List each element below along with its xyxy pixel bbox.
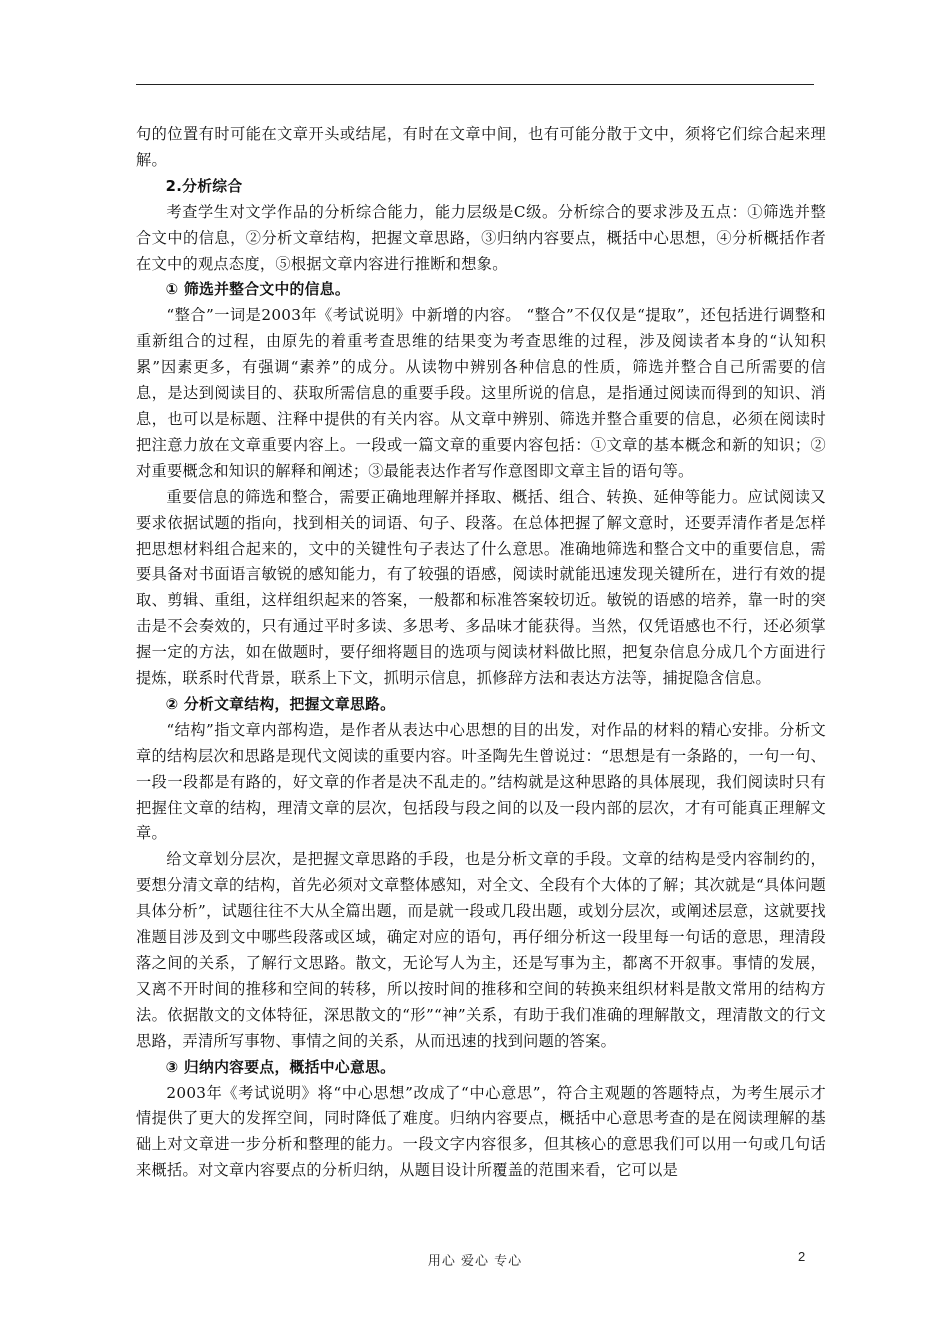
- footer-text: 用心 爱心 专心: [427, 1254, 523, 1269]
- paragraph: 2003年《考试说明》将“中心思想”改成了“中心意思”，符合主观题的答题特点，为考生展示才情提供了更大的发挥空间，同时降低了难度。归纳内容要点，概括中心意思考查的是在阅读理解的基础上对文章进一步分析和整理的能力。一段文字内容很多，但其核心的意思我们可以用一句或几句话来概括。对文章内容要点的分析归纳，从题目设计所覆盖的范围来看，它可以是: [136, 1083, 826, 1180]
- page-number: 2: [798, 1249, 806, 1264]
- paragraph: 考查学生对文学作品的分析综合能力，能力层级是C级。分析综合的要求涉及五点：①筛选并整合文中的信息，②分析文章结构，把握文章思路，③归纳内容要点，概括中心思想，④分析概括作者在文中的观点态度，⑤根据文章内容进行推断和想象。: [136, 202, 826, 273]
- subsection-heading: ① 筛选并整合文中的信息。: [165, 281, 350, 299]
- section-heading: 2.分析综合: [165, 177, 243, 195]
- paragraph: 句的位置有时可能在文章开头或结尾，有时在文章中间，也有可能分散于文中，须将它们综合起来理解。: [136, 125, 826, 169]
- paragraph: 给文章划分层次，是把握文章思路的手段，也是分析文章的手段。文章的结构是受内容制约的，要想分清文章的结构，首先必须对文章整体感知，对全文、全段有个大体的了解；其次就是“具体问题具体分析”，试题往往不大从全篇出题，而是就一段或几段出题，或划分层次，或阐述层意，这就要找准题目涉及到文中哪些段落或区域，确定对应的语句，再仔细分析这一段里每一句话的意思，理清段落之间的关系，了解行文思路。散文，无论写人为主，还是写事为主，都离不开叙事。事情的发展，又离不开时间的推移和空间的转移，所以按时间的推移和空间的转换来组织材料是散文常用的结构方法。依据散文的文体特征，深思散文的“形”“神”关系，有助于我们准确的理解散文，理清散文的行文思路，弄清所写事物、事情之间的关系，从而迅速的找到问题的答案。: [136, 850, 826, 1050]
- document-body: [136, 122, 826, 1184]
- paragraph: “结构”指文章内部构造，是作者从表达中心思想的目的出发，对作品的材料的精心安排。分析文章的结构层次和思路是现代文阅读的重要内容。叶圣陶先生曾说过：“思想是有一条路的，一句一句、一段一段都是有路的，好文章的作者是决不乱走的。”结构就是这种思路的具体展现，我们阅读时只有把握住文章的结构，理清文章的层次，包括段与段之间的以及一段内部的层次，才有可能真正理解文章。: [136, 720, 826, 843]
- header-rule: [136, 84, 814, 85]
- subsection-heading: ③ 归纳内容要点，概括中心意思。: [165, 1058, 396, 1076]
- subsection-heading: ② 分析文章结构，把握文章思路。: [165, 695, 396, 713]
- paragraph: “整合”一词是2003年《考试说明》中新增的内容。 “整合”不仅仅是“提取”，还包括进行调整和重新组合的过程，由原先的着重考查思维的结果变为考查思维的过程，涉及阅读者本身的“认知积累”因素更多，有强调“素养”的成分。从读物中辨别各种信息的性质，筛选并整合自己所需要的信息，是达到阅读目的、获取所需信息的重要手段。这里所说的信息，是指通过阅读而得到的知识、消息，也可以是标题、注释中提供的有关内容。从文章中辨别、筛选并整合重要的信息，必须在阅读时把注意力放在文章重要内容上。一段或一篇文章的重要内容包括：①文章的基本概念和新的知识；②对重要概念和知识的解释和阐述；③最能表达作者写作意图即文章主旨的语句等。: [136, 306, 826, 480]
- paragraph: 重要信息的筛选和整合，需要正确地理解并择取、概括、组合、转换、延伸等能力。应试阅读又要求依据试题的指向，找到相关的词语、句子、段落。在总体把握了解文意时，还要弄清作者是怎样把思想材料组合起来的，文中的关键性句子表达了什么意思。准确地筛选和整合文中的重要信息，需要具备对书面语言敏锐的感知能力，有了较强的语感，阅读时就能迅速发现关键所在，进行有效的提取、剪辑、重组，这样组织起来的答案，一般都和标准答案较切近。敏锐的语感的培养，靠一时的突击是不会奏效的，只有通过平时多读、多思考、多品味才能获得。当然，仅凭语感也不行，还必须掌握一定的方法，如在做题时，要仔细将题目的选项与阅读材料做比照，把复杂信息分成几个方面进行提炼，联系时代背景，联系上下文，抓明示信息，抓修辞方法和表达方法等，捕捉隐含信息。: [136, 487, 826, 688]
